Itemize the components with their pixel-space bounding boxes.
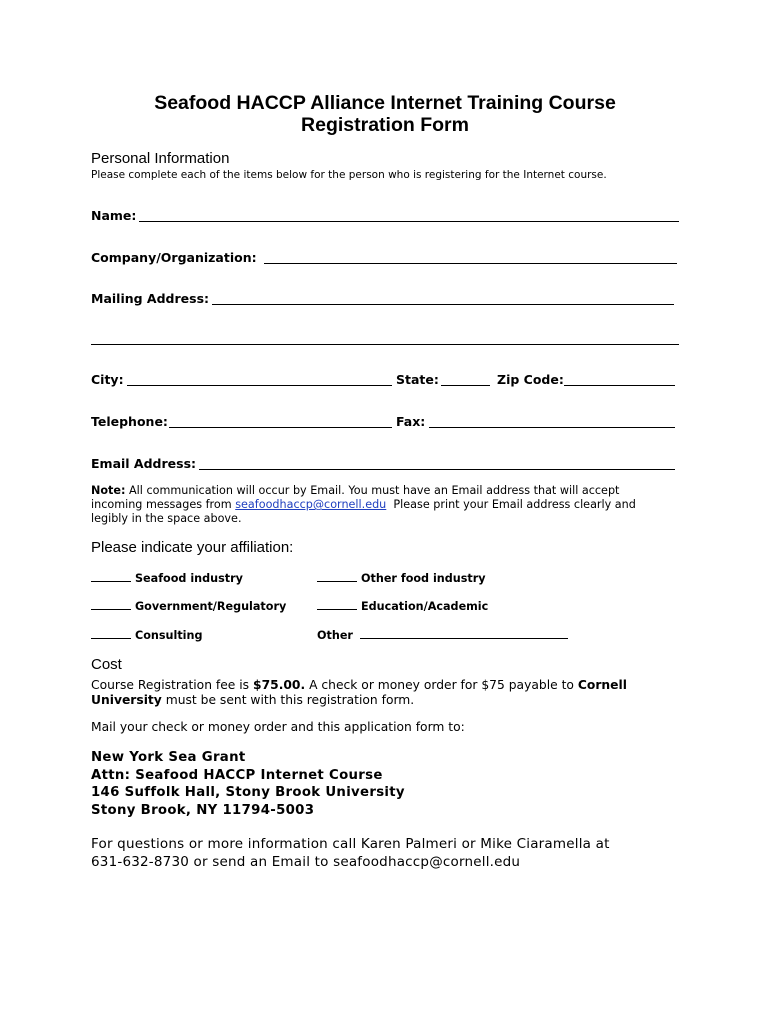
- email-field[interactable]: [199, 469, 675, 470]
- affiliation-blank[interactable]: [91, 581, 131, 582]
- company-label: Company/Organization:: [91, 250, 257, 265]
- affiliation-option-label: Education/Academic: [361, 600, 489, 613]
- telephone-label: Telephone:: [91, 414, 168, 429]
- zip-field[interactable]: [564, 385, 675, 386]
- cost-fee: $75.00.: [253, 678, 306, 692]
- affiliation-heading: Please indicate your affiliation:: [91, 539, 294, 556]
- name-label: Name:: [91, 208, 137, 223]
- mailing-address-block: [91, 749, 405, 819]
- state-field[interactable]: [441, 385, 490, 386]
- cost-text-pre: Course Registration fee is: [91, 678, 250, 692]
- email-note: [91, 484, 651, 526]
- affiliation-option-label: Government/Regulatory: [135, 600, 287, 613]
- company-row: [91, 250, 681, 266]
- mailing-row-2: [91, 331, 681, 347]
- email-label: Email Address:: [91, 456, 197, 471]
- address-line-4: Stony Brook, NY 11794-5003: [91, 802, 315, 818]
- cost-description: [91, 678, 671, 707]
- affiliation-option-label: Seafood industry: [135, 572, 243, 585]
- city-label: City:: [91, 372, 124, 387]
- name-field[interactable]: [139, 221, 679, 222]
- state-label: State:: [396, 372, 439, 387]
- affiliation-option-government[interactable]: [91, 600, 286, 613]
- affiliation-option-seafood[interactable]: [91, 572, 243, 585]
- affiliation-blank[interactable]: [91, 638, 131, 639]
- affiliation-other-field[interactable]: [360, 638, 568, 639]
- cost-payee: Cornell University: [91, 678, 627, 707]
- affiliation-blank[interactable]: [317, 609, 357, 610]
- city-field[interactable]: [127, 385, 392, 386]
- form-title-line2: Registration Form: [301, 114, 469, 136]
- contact-line-2: 631-632-8730 or send an Email to seafoodhaccp@cornell.edu: [91, 854, 521, 870]
- affiliation-option-other[interactable]: [317, 629, 568, 642]
- contact-info: [91, 835, 691, 871]
- note-text-1: All communication will occur by Email. You must have an Email address that will accept incoming messages from: [91, 484, 620, 511]
- email-row: [91, 456, 681, 472]
- affiliation-option-consulting[interactable]: [91, 629, 202, 642]
- address-line-3: 146 Suffolk Hall, Stony Brook University: [91, 785, 405, 800]
- form-title-line1: Seafood HACCP Alliance Internet Training Course: [154, 92, 616, 114]
- address-line-2: Attn: Seafood HACCP Internet Course: [91, 767, 383, 783]
- cost-text-mid: A check or money order for $75 payable to: [309, 678, 574, 692]
- fax-field[interactable]: [429, 427, 675, 428]
- name-row: [91, 208, 681, 224]
- fax-label: Fax:: [396, 414, 426, 429]
- mailing-field[interactable]: [212, 304, 674, 305]
- telephone-fax-row: [91, 414, 681, 430]
- note-label: Note:: [91, 484, 126, 497]
- affiliation-option-other-food[interactable]: [317, 572, 486, 585]
- zip-label: Zip Code:: [497, 372, 564, 387]
- mailing-field-line2[interactable]: [91, 344, 679, 345]
- contact-line-1: For questions or more information call Karen Palmeri or Mike Ciaramella at: [91, 836, 610, 852]
- mailing-row: [91, 291, 681, 307]
- personal-info-heading: Personal Information: [91, 150, 230, 167]
- affiliation-option-label: Other: [317, 629, 353, 642]
- city-state-zip-row: [91, 372, 681, 388]
- affiliation-option-education[interactable]: [317, 600, 488, 613]
- affiliation-option-label: Other food industry: [361, 572, 486, 585]
- cost-heading: Cost: [91, 656, 122, 673]
- telephone-field[interactable]: [169, 427, 392, 428]
- address-line-1: New York Sea Grant: [91, 750, 246, 765]
- contact-email-link[interactable]: seafoodhaccp@cornell.edu: [235, 498, 387, 511]
- affiliation-blank[interactable]: [317, 581, 357, 582]
- personal-info-instructions: Please complete each of the items below for the person who is registering for the Internet course.: [91, 169, 607, 181]
- affiliation-blank[interactable]: [91, 609, 131, 610]
- affiliation-option-label: Consulting: [135, 629, 203, 642]
- mail-instructions: Mail your check or money order and this application form to:: [91, 720, 465, 734]
- cost-text-post: must be sent with this registration form.: [165, 692, 415, 707]
- mailing-label: Mailing Address:: [91, 291, 210, 306]
- note-text-2: Please print your Email address clearly and legibly in the space above.: [91, 498, 636, 525]
- company-field[interactable]: [264, 263, 677, 264]
